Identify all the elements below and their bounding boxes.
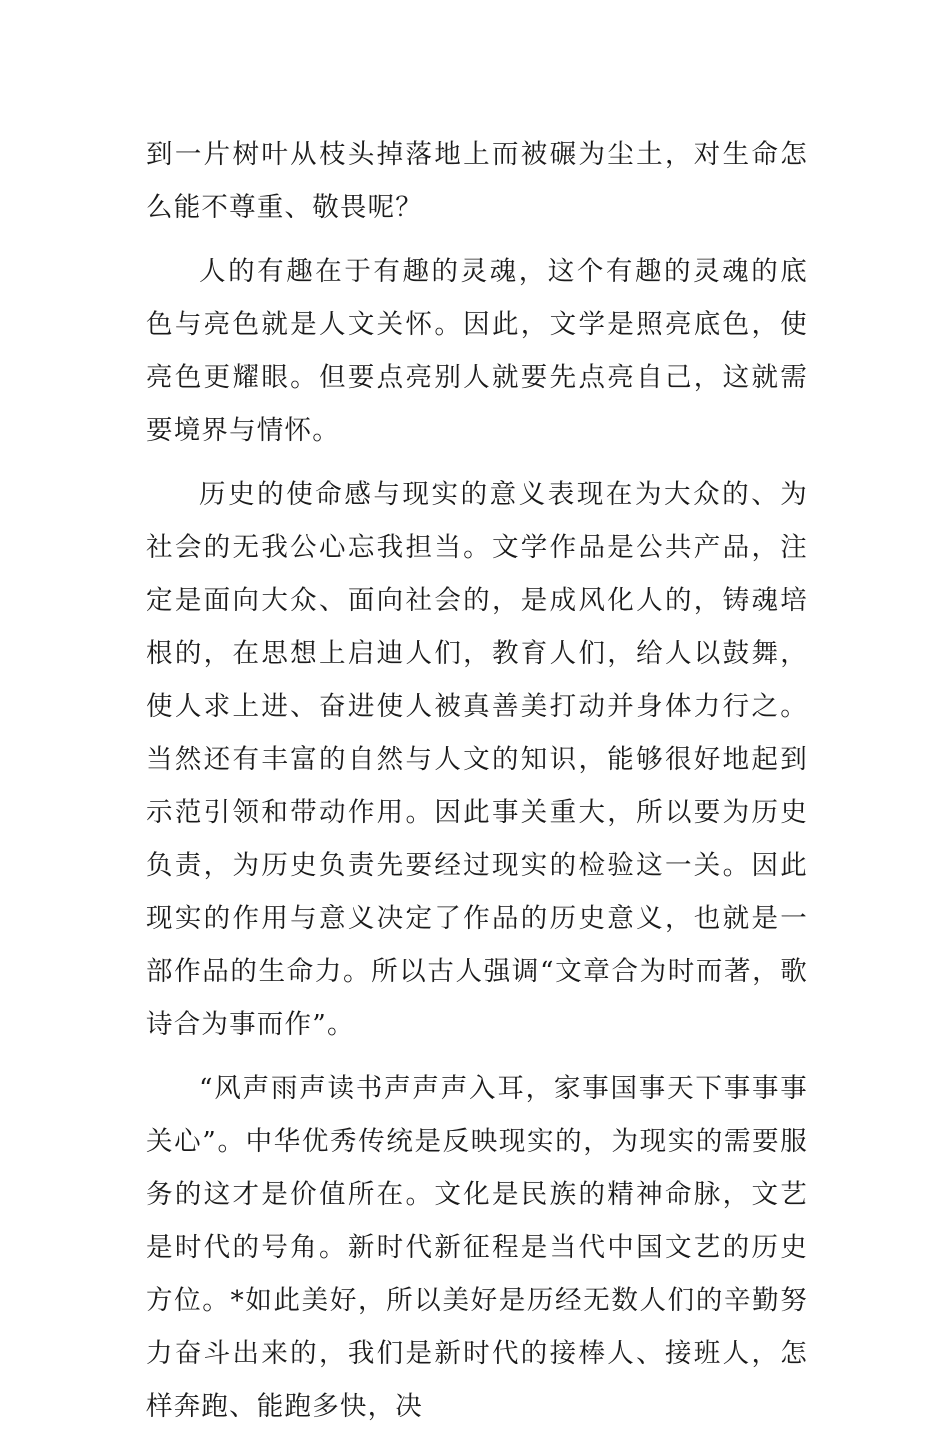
paragraph-historical-mission: 历史的使命感与现实的意义表现在为大众的、为社会的无我公心忘我担当。文学作品是公共产品，注定是面向大众、面向社会的，是成风化人的，铸魂培根的，在思想上启迪人们，教育人们，给人以鼓舞，使人求上进、奋进使人被真善美打动并身体力行之。当然还有丰富的自然与人文的知识，能够很好地起到示范引领和带动作用。因此事关重大，所以要为历史负责，为历史负责先要经过现实的检验这一关。因此现实的作用与意义决定了作品的历史意义，也就是一部作品的生命力。所以古人强调“文章合为时而著，歌诗合为事而作”。: [146, 479, 808, 1040]
document-body: [146, 128, 808, 1444]
paragraph-interesting-soul: 人的有趣在于有趣的灵魂，这个有趣的灵魂的底色与亮色就是人文关怀。因此，文学是照亮底色，使亮色更耀眼。但要点亮别人就要先点亮自己，这就需要境界与情怀。: [146, 256, 808, 446]
paragraph-continuation: 到一片树叶从枝头掉落地上而被碾为尘土，对生命怎么能不尊重、敬畏呢？: [146, 139, 808, 223]
paragraph-wind-rain-quote: “风声雨声读书声声声入耳，家事国事天下事事事关心”。中华优秀传统是反映现实的，为现实的需要服务的这才是价值所在。文化是民族的精神命脉，文艺是时代的号角。新时代新征程是当代中国文艺的历史方位。*如此美好，所以美好是历经无数人们的辛勤努力奋斗出来的，我们是新时代的接棒人、接班人，怎样奔跑、能跑多快，决: [146, 1073, 808, 1422]
